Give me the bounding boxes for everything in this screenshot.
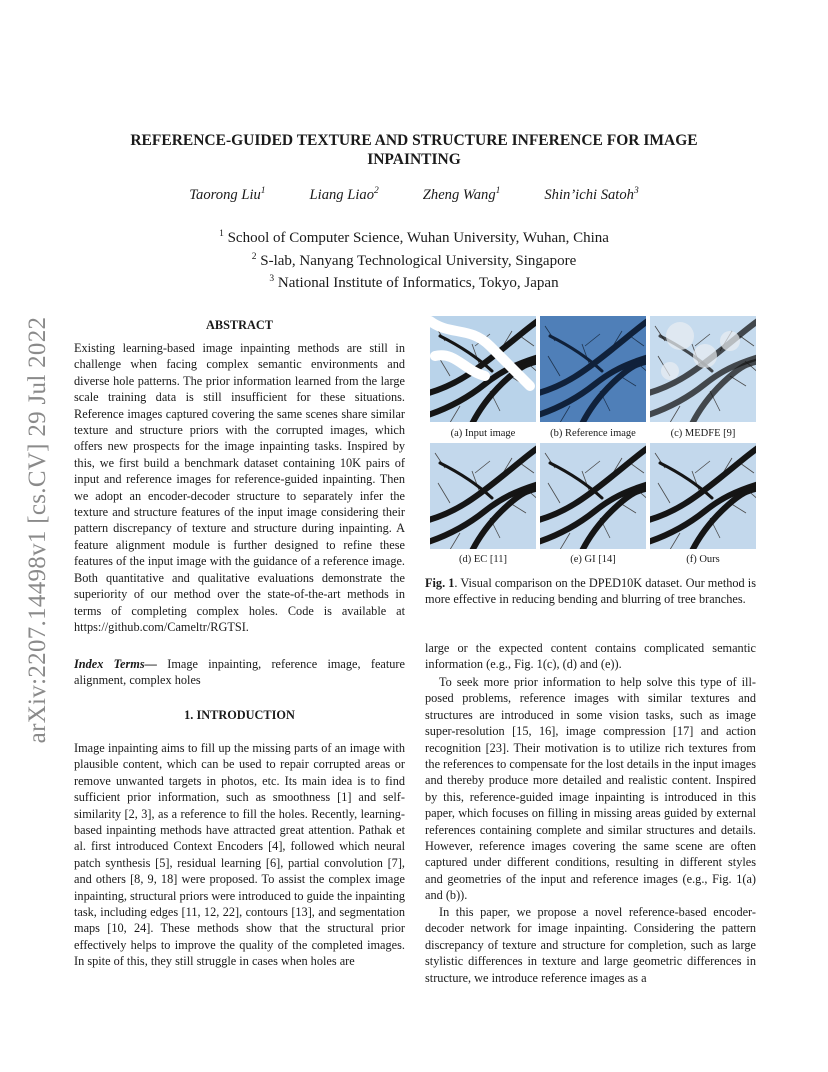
figure-panel-reference <box>540 316 646 422</box>
paper-title <box>100 131 728 169</box>
introduction-heading: 1. INTRODUCTION <box>184 708 295 722</box>
introduction-paragraph: Image inpainting aims to fill up the missing parts of an image with plausible content, which can be used to repair corrupted areas or remove unwanted targets in photos, etc. Its main idea is to find sufficient prior information, such as smoothness [1] and self-similarity [2, 3], as a reference to fill the holes. Recently, learning-based inpainting methods have attracted great attention. Pathak et al. first introduced Context Encoders [4], followed which neural patch synthesis [5], residual learning [6], partial convolution [7], and others [8, 9, 18] were proposed. To assist the complex image inpainting, structural priors were introduced to guide the inpainting task, including edges [11, 12, 22], contours [13], and segmentation maps [10, 24]. These methods show that the structural prior effectively helps to improve the quality of the completed images. In spite of this, they still struggle in cases when holes are <box>74 741 405 969</box>
author: Liang Liao$^2$ <box>309 186 379 203</box>
arxiv-identifier: arXiv:2207.14498v1 [cs.CV] 29 Jul 2022 <box>24 316 51 744</box>
tree-branch-image <box>430 443 536 549</box>
abstract-text: Existing learning-based image inpainting methods are still in challenge when facing complex semantic environments and diverse hole patterns. The prior information learned from the large scale training data is still insufficient for these situations. Reference images captured covering the same scenes share similar texture and structure priors with the corrupted images, which offers new prospects for the image inpainting tasks. Inspired by this, we first build a benchmark dataset containing 10K pairs of input and reference images for reference-guided inpainting. Then we adopt an encoder-decoder structure to separately infer the texture and structure features of the input image considering their pattern discrepancy of texture and structure during inpainting. A feature alignment module is further designed to refine these features of the input image with the guidance of a reference image. Both quantitative and qualitative evaluations demonstrate the superiority of our method over the state-of-the-art methods in terms of completing complex holes. Code is available at https://github.com/Cameltr/RGTSI. <box>74 341 405 634</box>
tree-branch-image <box>430 316 536 422</box>
figure-caption-a: (a) Input image <box>450 428 516 439</box>
author: Zheng Wang$^1$ <box>422 186 501 203</box>
author: Shin’ichi Satoh$^3$ <box>544 186 639 203</box>
index-terms-text: Image inpainting, reference image, feature alignment, complex holes <box>74 657 405 688</box>
figure-panel-ec <box>430 443 536 549</box>
figure-1 <box>430 316 756 565</box>
figure-caption-text: . Visual comparison on the DPED10K dataset. Our method is more effective in reducing bending and blurring of tree branches. <box>425 576 756 607</box>
affiliation: $^1$ School of Computer Science, Wuhan University, Wuhan, China <box>219 229 609 246</box>
arxiv-side-stamp <box>18 300 58 760</box>
figure-1-caption <box>425 575 756 607</box>
right-paragraph-2: To seek more prior information to help solve this type of ill-posed problems, reference images with similar textures and structures are introduced in some vision tasks, such as image super-resolution [15, 16], image compression [17] and action recognition [23]. Their motivation is to utilize rich textures from the references to compensate for the lost details in the input images and thereby produce more detailed and realistic content. Inspired by this, reference-guided image inpainting is introduced in this paper, which focuses on filling in missing areas guided by external references containing complete and similar structures and details. However, reference images covering the same scene are often captured under different conditions, resulting in different styles and geometries of the input and reference images (e.g., Fig. 1(a) and (b)). <box>425 675 756 903</box>
figure-panel-input <box>430 316 536 422</box>
figure-caption-d: (d) EC [11] <box>458 554 507 565</box>
tree-branch-image <box>650 443 756 549</box>
figure-panel-gi <box>540 443 646 549</box>
affiliation: $^3$ National Institute of Informatics, Tokyo, Japan <box>269 274 559 291</box>
figure-panel-ours <box>650 443 756 549</box>
figure-panel-medfe <box>650 316 756 422</box>
title-line-1: REFERENCE-GUIDED TEXTURE AND STRUCTURE INFERENCE FOR IMAGE <box>130 132 698 149</box>
index-terms <box>74 656 405 689</box>
figure-caption-b: (b) Reference image <box>550 428 636 439</box>
author-list <box>100 186 728 204</box>
title-line-2: INPAINTING <box>367 151 461 168</box>
right-paragraph-1: large or the expected content contains complicated semantic information (e.g., Fig. 1(c), (d) and (e)). <box>425 641 756 672</box>
tree-branch-image <box>650 316 756 422</box>
figure-caption-label: Fig. 1 <box>425 576 455 590</box>
affiliation-list <box>100 225 728 293</box>
right-paragraph-3: In this paper, we propose a novel reference-based encoder-decoder network for image inpainting. Considering the pattern discrepancy of texture and structure for completion, such as large stylistic differences in texture and large geometric differences in structure, we introduce reference images as a <box>425 905 756 985</box>
tree-branch-image <box>540 443 646 549</box>
abstract-heading: ABSTRACT <box>206 318 273 332</box>
affiliation: $^2$ S-lab, Nanyang Technological University, Singapore <box>251 251 577 269</box>
figure-caption-e: (e) GI [14] <box>570 554 616 565</box>
author: Taorong Liu$^1$ <box>189 186 266 203</box>
tree-branch-image <box>540 316 646 422</box>
figure-caption-f: (f) Ours <box>686 554 720 565</box>
index-terms-label: Index Terms— <box>74 657 157 671</box>
figure-caption-c: (c) MEDFE [9] <box>670 428 736 439</box>
